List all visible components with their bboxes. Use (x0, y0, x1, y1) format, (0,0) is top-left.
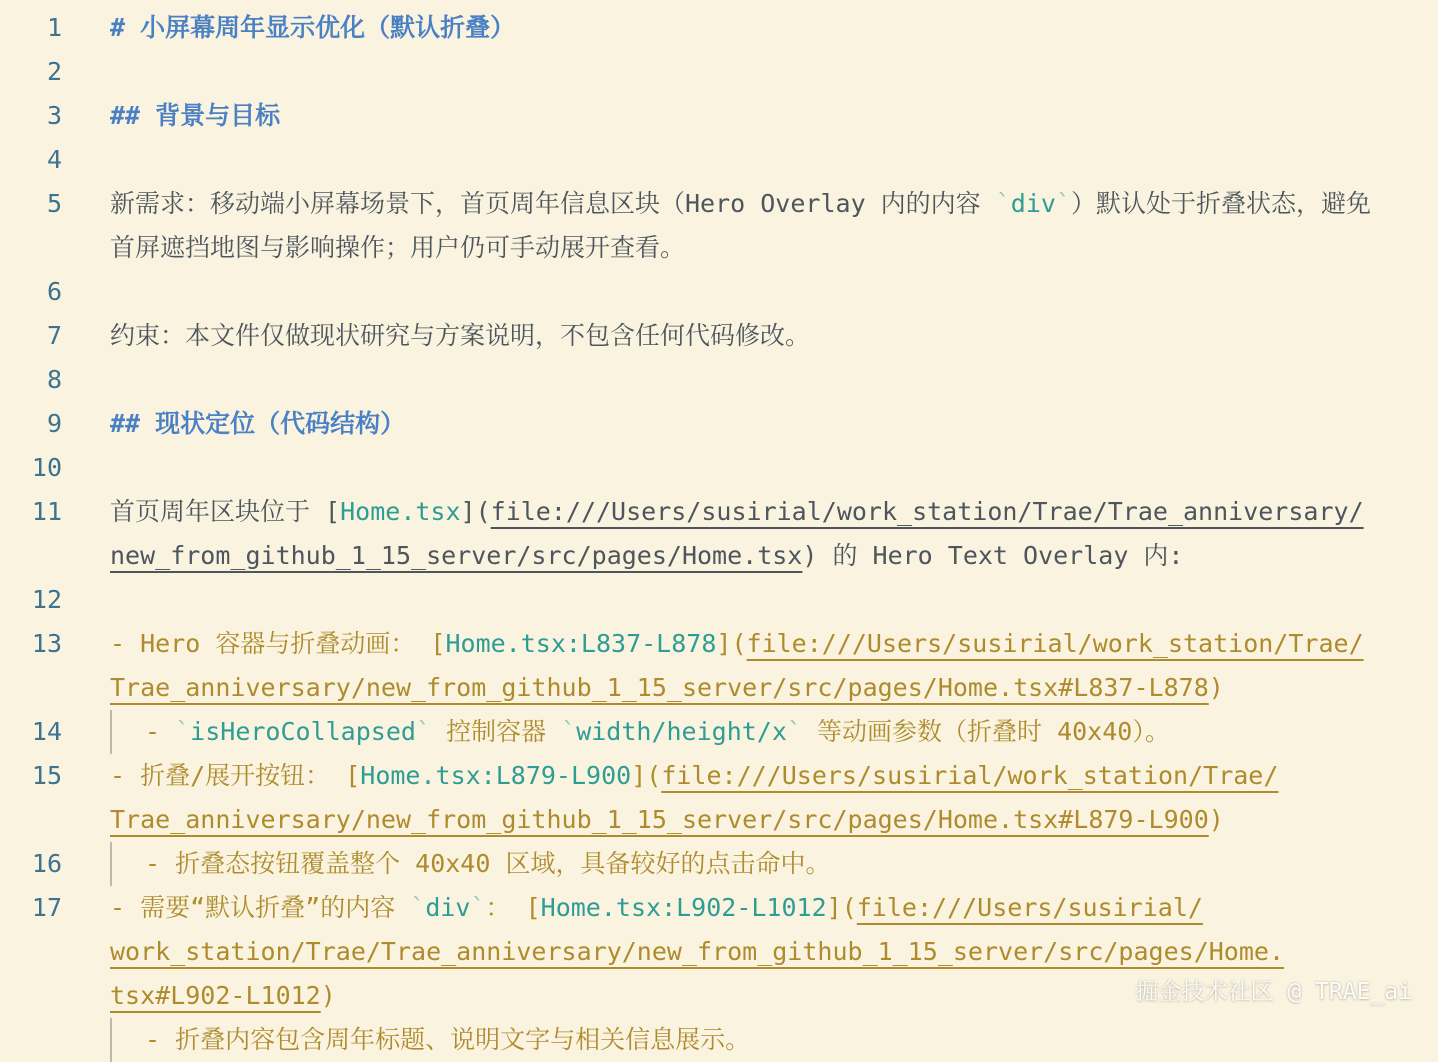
line-number: 10 (31, 453, 62, 482)
editor-row (0, 930, 1438, 974)
line-number: 17 (31, 893, 62, 922)
backtick: ` (561, 717, 577, 746)
backtick: ` (175, 717, 191, 746)
row-content (110, 402, 405, 446)
line-number: 16 (31, 849, 62, 878)
file-link-label[interactable]: Home.tsx:L879-L900 (360, 761, 632, 790)
line-number: 14 (31, 717, 62, 746)
line-number: 13 (31, 629, 62, 658)
heading-2-text: ## 现状定位（代码结构） (110, 409, 406, 438)
editor-row (0, 666, 1438, 710)
list-item-text: - (145, 717, 176, 746)
watermark: 掘金技术社区 @ TRAE_ai (1135, 979, 1412, 1005)
markdown-editor[interactable] (0, 6, 1438, 1062)
paragraph-text: ) 的 Hero Text Overlay 内: (802, 541, 1184, 570)
row-content (110, 886, 1203, 930)
row-content (110, 94, 280, 138)
row-content (110, 622, 1364, 666)
row-content (110, 182, 1371, 226)
line-number: 8 (46, 365, 62, 394)
editor-row (0, 886, 1438, 930)
line-number: 6 (46, 277, 62, 306)
list-item-text: - 折叠态按钮覆盖整个 40x40 区域，具备较好的点击命中。 (145, 849, 831, 878)
paragraph-text: 首页周年区块位于 [ (110, 497, 341, 526)
list-item-text: ) (1208, 805, 1224, 834)
heading-1-text: # 小屏幕周年显示优化（默认折叠） (110, 13, 516, 42)
paragraph-text: ）默认处于折叠状态，避免 (1071, 189, 1372, 218)
paragraph-text: 约束：本文件仅做现状研究与方案说明，不包含任何代码修改。 (110, 321, 811, 350)
list-item-text: - Hero 容器与折叠动画： [ (110, 629, 446, 658)
backtick: ` (786, 717, 802, 746)
list-item-text: ) (1208, 673, 1224, 702)
row-content (110, 534, 1184, 578)
list-item-text: - 需要“默认折叠”的内容 (110, 893, 411, 922)
row-content (110, 710, 1170, 754)
list-item-text: ]( (826, 893, 857, 922)
line-number: 3 (46, 101, 62, 130)
file-link-url[interactable]: file:///Users/susirial/work_station/Trae/ (746, 629, 1364, 658)
line-number: 15 (31, 761, 62, 790)
inline-code: width/height/x (576, 717, 787, 746)
backtick: ` (410, 893, 426, 922)
file-link-url[interactable]: tsx#L902-L1012 (110, 981, 321, 1010)
line-number: 7 (46, 321, 62, 350)
line-number (0, 666, 62, 710)
editor-row (0, 226, 1438, 270)
row-content (110, 754, 1278, 798)
list-item-text: - 折叠/展开按钮： [ (110, 761, 361, 790)
row-content (110, 6, 515, 50)
list-item-text: 控制容器 (431, 717, 562, 746)
row-content (110, 226, 685, 270)
indent-guide (110, 1018, 112, 1062)
row-content (110, 974, 336, 1018)
editor-row (0, 622, 1438, 666)
indent-guide (110, 842, 112, 886)
file-link-url[interactable]: file:///Users/susirial/work_station/Trae/Trae_anniversary/ (490, 497, 1364, 526)
paragraph-text: 新需求：移动端小屏幕场景下，首页周年信息区块（Hero Overlay 内的内容 (110, 189, 996, 218)
file-link-url[interactable]: work_station/Trae/Trae_anniversary/new_from_github_1_15_server/src/pages/Home. (110, 937, 1284, 966)
list-item-text: ]( (631, 761, 662, 790)
file-link-label[interactable]: Home.tsx:L837-L878 (445, 629, 717, 658)
file-link-url[interactable]: Trae_anniversary/new_from_github_1_15_server/src/pages/Home.tsx#L837-L878 (110, 673, 1209, 702)
editor-row (0, 710, 1438, 754)
list-item-text: - 折叠内容包含周年标题、说明文字与相关信息展示。 (145, 1025, 751, 1054)
inline-code: isHeroCollapsed (190, 717, 416, 746)
row-content (110, 842, 830, 886)
line-number (0, 226, 62, 270)
backtick: ` (415, 717, 432, 746)
line-number: 12 (31, 585, 62, 614)
file-link-url[interactable]: file:///Users/susirial/work_station/Trae/ (661, 761, 1279, 790)
editor-row (0, 578, 1438, 622)
editor-row (0, 490, 1438, 534)
list-item-text: ]( (716, 629, 747, 658)
row-content (110, 1018, 750, 1062)
inline-code: div (425, 893, 471, 922)
list-item-text: 等动画参数（折叠时 40x40）。 (801, 717, 1170, 746)
editor-row (0, 798, 1438, 842)
list-item-text: ) (320, 981, 336, 1010)
file-link-url[interactable]: file:///Users/susirial/ (856, 893, 1203, 922)
line-number (0, 930, 62, 974)
line-number: 2 (46, 57, 62, 86)
line-number: 5 (46, 189, 62, 218)
row-content (110, 798, 1224, 842)
editor-row (0, 402, 1438, 446)
row-content (110, 314, 810, 358)
editor-row (0, 182, 1438, 226)
line-number: 11 (31, 497, 62, 526)
line-number (0, 974, 62, 1018)
editor-row (0, 270, 1438, 314)
backtick: ` (1055, 189, 1072, 218)
line-number (0, 534, 62, 578)
backtick: ` (995, 189, 1011, 218)
editor-row (0, 446, 1438, 490)
indent-guide (110, 710, 112, 754)
line-number: 9 (46, 409, 62, 438)
line-number: 1 (46, 13, 62, 42)
editor-row (0, 314, 1438, 358)
list-item-text: ： [ (485, 893, 541, 922)
editor-row (0, 358, 1438, 402)
line-number: 4 (46, 145, 62, 174)
row-content (110, 930, 1284, 974)
paragraph-text: ]( (460, 497, 491, 526)
file-link-url[interactable]: new_from_github_1_15_server/src/pages/Home.tsx (110, 541, 803, 570)
row-content (110, 490, 1364, 534)
editor-row (0, 50, 1438, 94)
editor-row (0, 842, 1438, 886)
inline-code: div (1010, 189, 1056, 218)
file-link-label[interactable]: Home.tsx:L902-L1012 (540, 893, 827, 922)
line-number (0, 798, 62, 842)
file-link-url[interactable]: Trae_anniversary/new_from_github_1_15_server/src/pages/Home.tsx#L879-L900 (110, 805, 1209, 834)
editor-row (0, 754, 1438, 798)
row-content (110, 666, 1224, 710)
heading-2-text: ## 背景与目标 (110, 101, 281, 130)
file-link-label[interactable]: Home.tsx (340, 497, 461, 526)
editor-row (0, 138, 1438, 182)
editor-row (0, 6, 1438, 50)
editor-row (0, 94, 1438, 138)
editor-row (0, 534, 1438, 578)
backtick: ` (470, 893, 486, 922)
paragraph-text: 首屏遮挡地图与影响操作；用户仍可手动展开查看。 (110, 233, 686, 262)
line-number (0, 1018, 62, 1062)
editor-row (0, 1018, 1438, 1062)
